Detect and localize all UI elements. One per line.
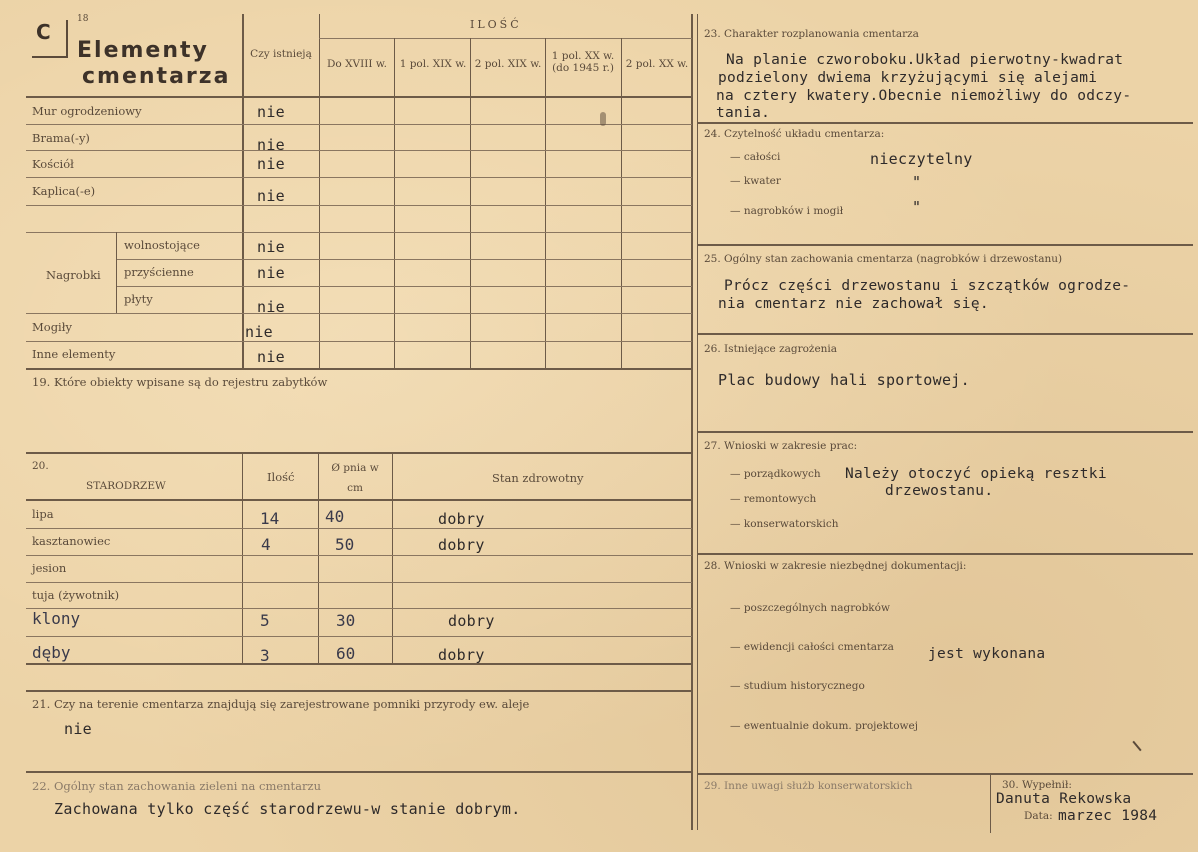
s25-label: 25. Ogólny stan zachowania cmentarza (nagrobków i drzewostanu)	[704, 253, 1063, 265]
s26-answer: Plac budowy hali sportowej.	[718, 371, 970, 389]
col-exists-header: Czy istnieją	[250, 48, 312, 60]
s22-answer: Zachowana tylko część starodrzewu-w stanie dobrym.	[54, 800, 521, 818]
divider	[697, 773, 1193, 775]
s27-label: 27. Wnioski w zakresie prac:	[704, 440, 858, 452]
divider	[116, 259, 692, 260]
divider	[26, 452, 692, 454]
s25-line: Prócz części drzewostanu i szczątków ogrodze-	[724, 278, 1131, 294]
row-label: Kościół	[32, 157, 74, 171]
divider	[990, 773, 991, 833]
s27-item: — porządkowych	[730, 468, 821, 480]
s22-label: 22. Ogólny stan zachowania zieleni na cmentarzu	[32, 779, 321, 793]
row-label: Kaplica(-e)	[32, 184, 96, 198]
s27-answer: drzewostanu.	[885, 483, 994, 499]
tree-species: kasztanowiec	[32, 534, 111, 548]
s30-date: marzec 1984	[1058, 808, 1158, 824]
s28-label: 28. Wnioski w zakresie niezbędnej dokumentacji:	[704, 560, 967, 572]
divider	[26, 368, 692, 370]
s20-title: STARODRZEW	[86, 480, 166, 492]
s23-line: podzielony dwiema krzyżującymi się alejami	[718, 70, 1098, 86]
s27-answer: Należy otoczyć opieką resztki	[845, 466, 1107, 482]
period-header: 2 pol. XX w.	[625, 58, 689, 70]
row-value: nie	[257, 238, 285, 256]
row-value: nie	[245, 323, 273, 341]
divider	[621, 38, 622, 369]
title-line1: Elementy	[77, 38, 209, 63]
divider	[26, 555, 692, 556]
divider	[470, 38, 471, 369]
s25-line: nia cmentarz nie zachował się.	[718, 296, 989, 312]
divider	[26, 690, 692, 692]
row-label: Mogiły	[32, 320, 72, 334]
divider	[26, 313, 692, 314]
s24-label: 24. Czytelność układu cmentarza:	[704, 128, 885, 140]
divider	[26, 150, 692, 151]
tree-species: dęby	[32, 643, 71, 662]
s19-label: 19. Które obiekty wpisane są do rejestru zabytków	[32, 375, 328, 389]
tree-health: dobry	[438, 536, 485, 554]
divider	[394, 38, 395, 369]
tree-diam: 30	[336, 611, 356, 630]
divider	[242, 14, 244, 369]
tree-diam: 50	[335, 535, 355, 554]
tree-health: dobry	[438, 646, 485, 664]
period-header: 2 pol. XIX w.	[474, 58, 542, 70]
form-number: 18	[77, 14, 89, 24]
divider	[26, 608, 692, 609]
divider	[26, 636, 692, 637]
s28-item: — poszczególnych nagrobków	[730, 602, 890, 614]
s27-item: — konserwatorskich	[730, 518, 839, 530]
divider	[319, 14, 320, 369]
s26-label: 26. Istniejące zagrożenia	[704, 343, 838, 355]
divider	[26, 528, 692, 529]
center-divider	[691, 14, 693, 830]
row-value: nie	[257, 155, 285, 173]
divider	[392, 452, 393, 664]
divider	[697, 244, 1193, 246]
divider	[545, 38, 546, 369]
divider	[116, 286, 692, 287]
row-value: nie	[257, 298, 285, 316]
s20-col-health: Stan zdrowotny	[492, 471, 584, 485]
divider	[26, 663, 692, 665]
s28-item: — studium historycznego	[730, 680, 865, 692]
row-value: nie	[257, 264, 285, 282]
tree-diam: 60	[336, 644, 356, 663]
title-line2: cmentarza	[82, 64, 231, 89]
tree-count: 3	[260, 646, 270, 665]
s28-item: — ewidencji całości cmentarza	[730, 641, 894, 653]
row-label: płyty	[124, 292, 153, 306]
s24-item: — nagrobków i mogił	[730, 205, 844, 217]
divider	[697, 122, 1193, 124]
s30-date-label: Data:	[1024, 810, 1053, 822]
tree-health: dobry	[448, 612, 495, 630]
s28-answer: jest wykonana	[928, 646, 1046, 662]
s21-answer: nie	[64, 720, 92, 738]
s20-col-diam: Ø pnia w cm	[331, 462, 379, 494]
period-header: 1 pol. XX w. (do 1945 r.)	[551, 50, 615, 74]
tree-count: 5	[260, 611, 270, 630]
s21-label: 21. Czy na terenie cmentarza znajdują się zarejestrowane pomniki przyrody ew. aleje	[32, 697, 530, 711]
row-label: Mur ogrodzeniowy	[32, 104, 142, 118]
divider	[697, 553, 1193, 555]
tree-species: tuja (żywotnik)	[32, 588, 120, 602]
s23-line: tania.	[716, 105, 771, 121]
divider	[26, 177, 692, 178]
s24-value: "	[912, 173, 922, 191]
tree-count: 14	[260, 509, 280, 528]
s24-value: nieczytelny	[870, 150, 973, 168]
row-value: nie	[257, 103, 285, 121]
ink-mark	[1132, 741, 1141, 751]
s24-item: — całości	[730, 151, 781, 163]
center-divider	[697, 14, 698, 830]
tree-count: 4	[261, 535, 271, 554]
ilosc-header: ILOŚĆ	[470, 18, 522, 31]
nagrobki-label: Nagrobki	[46, 268, 101, 282]
row-label: przyścienne	[124, 265, 194, 279]
period-header: Do XVIII w.	[327, 58, 387, 70]
divider	[26, 205, 692, 206]
divider	[26, 341, 692, 342]
s24-value: "	[912, 198, 922, 216]
divider	[697, 431, 1193, 433]
row-label: Inne elementy	[32, 347, 116, 361]
divider	[26, 771, 692, 773]
ink-mark	[600, 112, 606, 126]
row-value: nie	[257, 187, 285, 205]
divider	[26, 499, 692, 501]
tree-health: dobry	[438, 510, 485, 528]
row-value: nie	[257, 136, 285, 154]
tree-species: jesion	[32, 561, 67, 575]
s23-label: 23. Charakter rozplanowania cmentarza	[704, 28, 919, 40]
divider	[116, 232, 117, 313]
section-letter: C	[36, 20, 53, 44]
s20-col-count: Ilość	[267, 470, 295, 484]
s24-item: — kwater	[730, 175, 781, 187]
row-value: nie	[257, 348, 285, 366]
s23-line: Na planie czworoboku.Układ pierwotny-kwadrat	[726, 52, 1124, 68]
s27-item: — remontowych	[730, 493, 817, 505]
divider	[26, 124, 692, 125]
divider	[318, 452, 319, 664]
row-label: wolnostojące	[124, 238, 200, 252]
divider	[26, 582, 692, 583]
divider	[697, 333, 1193, 335]
row-label: Brama(-y)	[32, 131, 90, 145]
divider	[26, 96, 692, 98]
period-header: 1 pol. XIX w.	[399, 58, 467, 70]
s29-label: 29. Inne uwagi służb konserwatorskich	[704, 780, 913, 792]
s30-label: 30. Wypełnił:	[1002, 779, 1072, 791]
divider	[242, 452, 243, 664]
s20-number: 20.	[32, 460, 49, 472]
tree-species: klony	[32, 609, 81, 628]
s23-line: na cztery kwatery.Obecnie niemożliwy do odczy-	[716, 88, 1132, 104]
tree-species: lipa	[32, 507, 54, 521]
divider	[26, 232, 692, 233]
tree-diam: 40	[325, 507, 345, 526]
s30-name: Danuta Rekowska	[996, 791, 1132, 807]
divider	[319, 38, 692, 39]
s28-item: — ewentualnie dokum. projektowej	[730, 720, 918, 732]
